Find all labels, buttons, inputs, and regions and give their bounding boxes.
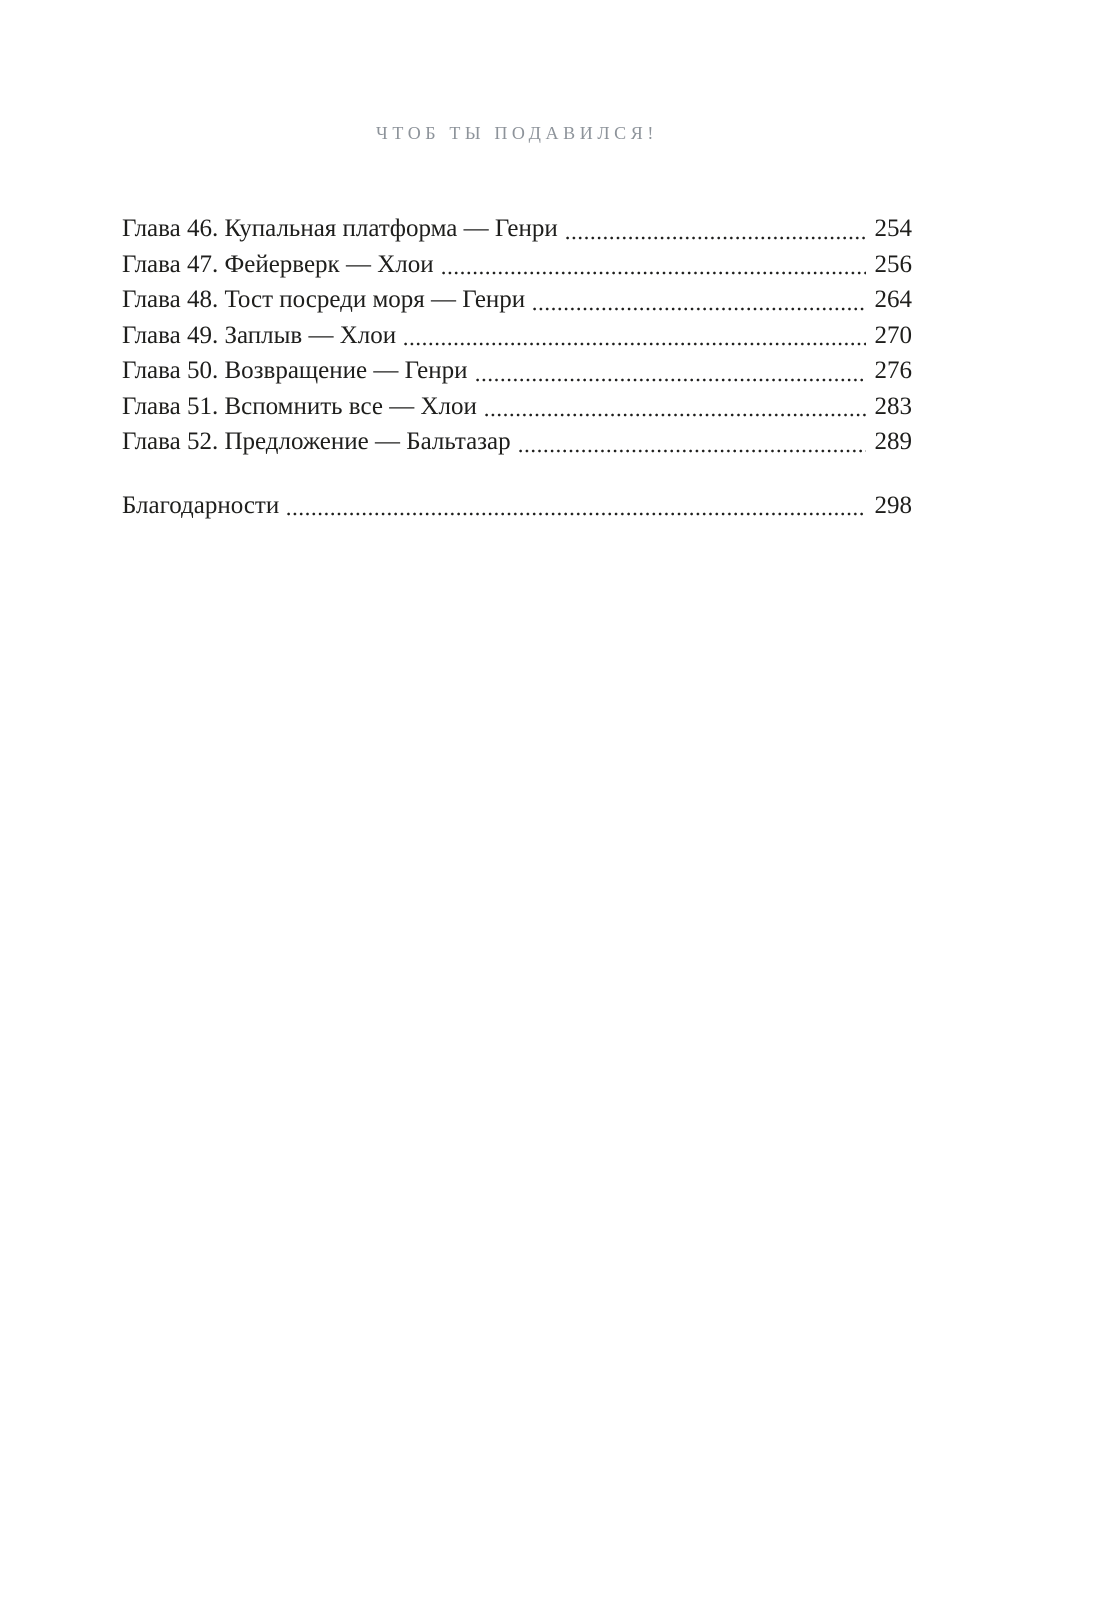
toc-entry-label: Глава 51. Вспомнить все — Хлои [122,392,477,420]
toc-entry [122,211,912,247]
toc-entry-label: Глава 49. Заплыв — Хлои [122,321,397,349]
toc-dot-leader [519,424,866,460]
toc-dot-leader [476,353,866,389]
toc-dot-leader [533,282,865,318]
toc-entry [122,247,912,283]
toc-entry-page: 264 [874,286,912,313]
toc-entry-label: Глава 46. Купальная платформа — Генри [122,215,558,242]
toc-entry-label: Глава 48. Тост посреди моря — Генри [122,286,526,313]
toc-dot-leader [566,211,866,247]
toc-entry-acknowledgments [122,488,912,524]
toc-dot-leader [442,247,866,283]
toc-dot-leader [404,318,865,354]
toc-dot-leader [485,389,866,425]
toc-entry [122,318,912,354]
table-of-contents [122,211,912,523]
toc-entry-label: Благодарности [122,491,280,519]
toc-entry-page: 256 [874,250,912,278]
toc-entry [122,353,912,389]
toc-entry-page: 298 [874,491,912,519]
toc-entry-label: Глава 50. Возвращение — Генри [122,357,468,384]
toc-dot-leader [287,488,865,524]
running-header: ЧТОБ ТЫ ПОДАВИЛСЯ! [376,123,658,143]
toc-entry [122,424,912,460]
toc-entry-page: 254 [874,215,912,242]
toc-entry [122,282,912,318]
toc-entry [122,389,912,425]
toc-entry-page: 289 [874,428,912,455]
toc-entry-page: 270 [874,321,912,349]
toc-entry-page: 276 [874,357,912,384]
toc-entry-page: 283 [874,392,912,420]
toc-entry-label: Глава 52. Предложение — Бальтазар [122,428,511,455]
toc-entry-label: Глава 47. Фейерверк — Хлои [122,250,434,278]
